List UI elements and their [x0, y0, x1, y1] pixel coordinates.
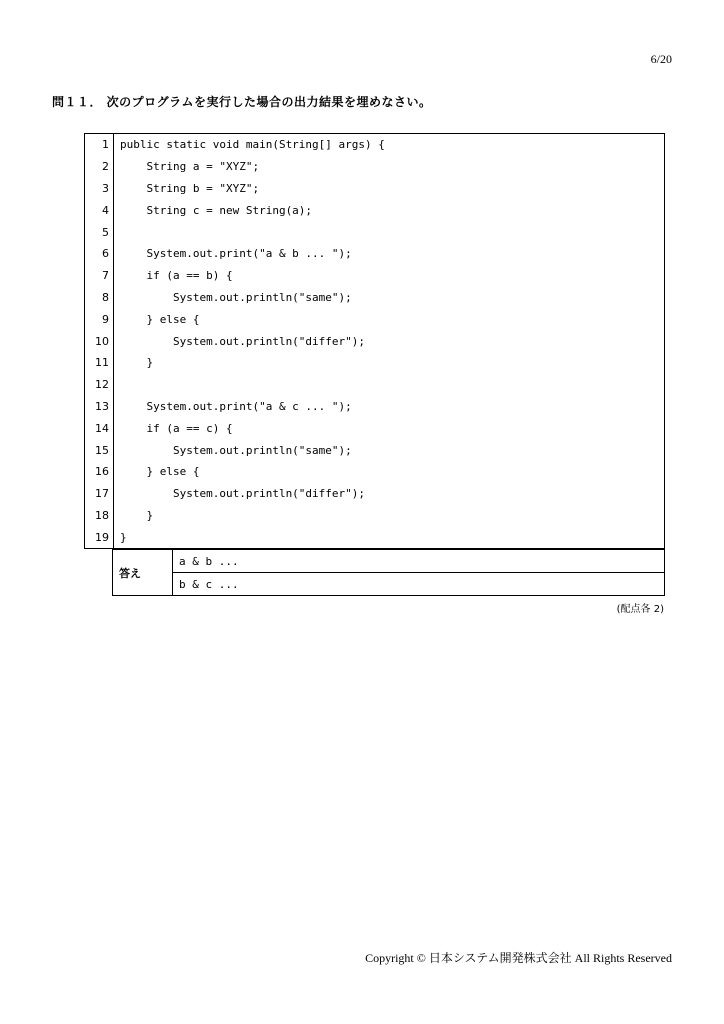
- answer-row: [113, 550, 665, 573]
- code-line: [85, 199, 665, 221]
- code-line: [85, 352, 665, 374]
- line-number: 11: [85, 352, 114, 374]
- code-text: System.out.println("same");: [120, 443, 352, 457]
- line-number: 6: [85, 243, 114, 265]
- code-line: [85, 461, 665, 483]
- line-number: 14: [85, 417, 114, 439]
- line-number: 19: [85, 526, 114, 548]
- code-line: [85, 134, 665, 156]
- code-line: [85, 178, 665, 200]
- code-text: } else {: [120, 312, 200, 326]
- code-text: }: [120, 508, 154, 522]
- code-line: [85, 265, 665, 287]
- code-line: [85, 374, 665, 396]
- code-text: System.out.println("differ");: [120, 334, 366, 348]
- code-line: [85, 417, 665, 439]
- answer-row: [113, 573, 665, 596]
- code-text: if (a == b) {: [120, 269, 233, 283]
- code-text: String a = "XYZ";: [120, 160, 260, 174]
- line-number: 18: [85, 505, 114, 527]
- line-number: 7: [85, 265, 114, 287]
- code-text: [114, 221, 665, 243]
- code-text: System.out.println("same");: [120, 290, 352, 304]
- code-text: [114, 374, 665, 396]
- answer-field-b-c[interactable]: b & c ...: [173, 573, 665, 596]
- code-text: System.out.print("a & c ... ");: [120, 399, 352, 413]
- code-text: System.out.print("a & b ... ");: [120, 247, 352, 261]
- line-number: 2: [85, 156, 114, 178]
- line-number: 17: [85, 483, 114, 505]
- line-number: 10: [85, 330, 114, 352]
- code-text: String c = new String(a);: [120, 203, 313, 217]
- code-line: [85, 243, 665, 265]
- code-line: [85, 396, 665, 418]
- line-number: 16: [85, 461, 114, 483]
- code-line: [85, 221, 665, 243]
- answer-field-a-b[interactable]: a & b ...: [173, 550, 665, 573]
- line-number: 15: [85, 439, 114, 461]
- code-line: [85, 505, 665, 527]
- code-line: [85, 483, 665, 505]
- code-line: [85, 156, 665, 178]
- code-text: if (a == c) {: [120, 421, 233, 435]
- page-number: 6/20: [650, 52, 672, 66]
- code-text: String b = "XYZ";: [120, 181, 260, 195]
- code-listing: [84, 133, 665, 549]
- line-number: 13: [85, 396, 114, 418]
- line-number: 1: [85, 134, 114, 156]
- code-line: [85, 439, 665, 461]
- points-note: (配点各 2): [616, 604, 664, 615]
- line-number: 5: [85, 221, 114, 243]
- code-text: } else {: [120, 465, 200, 479]
- code-text: }: [120, 530, 127, 544]
- code-text: }: [120, 356, 154, 370]
- code-text: public static void main(String[] args) {: [120, 138, 385, 152]
- line-number: 12: [85, 374, 114, 396]
- code-line: [85, 308, 665, 330]
- line-number: 3: [85, 178, 114, 200]
- code-line: [85, 330, 665, 352]
- copyright: Copyright © 日本システム開発株式会社 All Rights Reserved: [365, 951, 672, 965]
- answer-label: 答え: [113, 550, 173, 596]
- line-number: 4: [85, 199, 114, 221]
- question-text: 問１１． 次のプログラムを実行した場合の出力結果を埋めなさい。: [52, 95, 432, 109]
- code-text: System.out.println("differ");: [120, 487, 366, 501]
- answer-table: [112, 549, 665, 596]
- code-line: [85, 287, 665, 309]
- line-number: 8: [85, 287, 114, 309]
- line-number: 9: [85, 308, 114, 330]
- code-line: [85, 526, 665, 548]
